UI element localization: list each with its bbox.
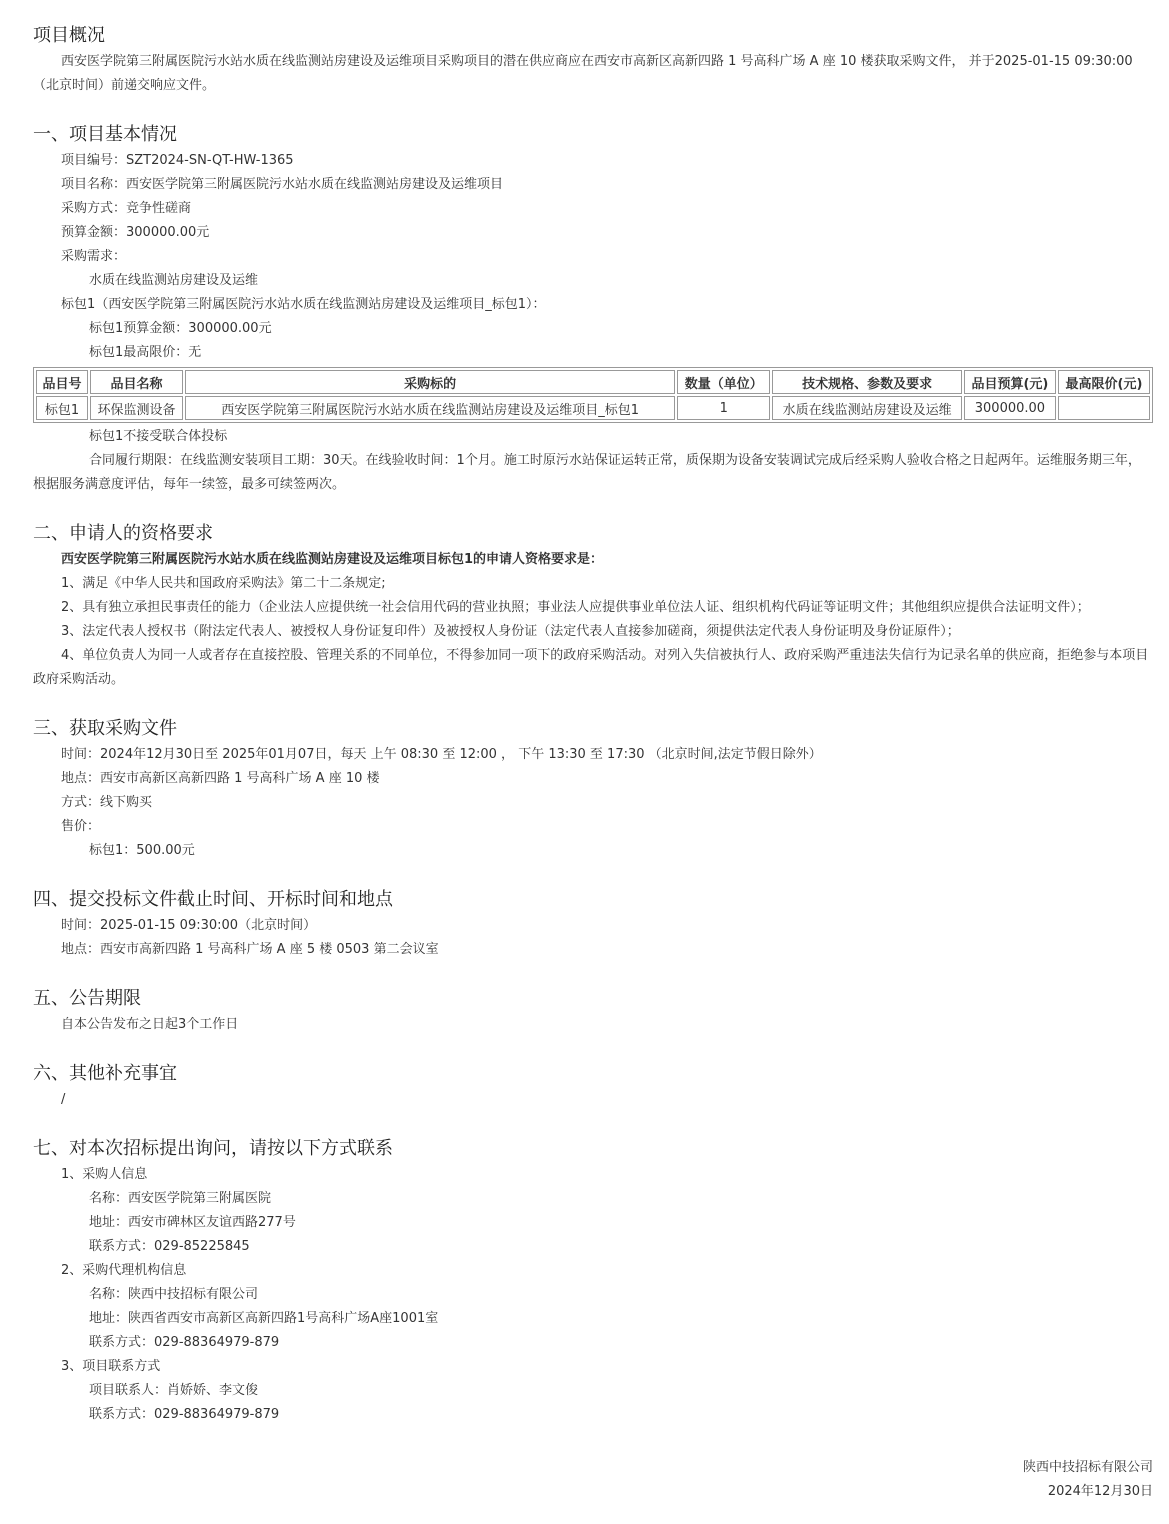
- budget-amount: 预算金额：300000.00元: [61, 225, 210, 240]
- supplementary-text: /: [61, 1092, 66, 1107]
- buyer-label: 1、采购人信息: [61, 1167, 148, 1182]
- col-max-price: 最高限价(元): [1058, 370, 1150, 394]
- section7-heading: 七、对本次招标提出询问，请按以下方式联系: [33, 1138, 393, 1159]
- cell-subject: 西安医学院第三附属医院污水站水质在线监测站房建设及运维项目_标包1: [185, 396, 675, 420]
- signature-date: 2024年12月30日: [1047, 1484, 1153, 1499]
- opening-place: 地点：西安市高新四路 1 号高科广场 A 座 5 楼 0503 第二会议室: [61, 942, 439, 957]
- obtain-way: 方式：线下购买: [61, 795, 153, 810]
- contract-period: 合同履行期限：在线监测安装项目工期：30天。在线验收时间：1个月。施工时原污水站保证运转正常，质保期为设备安装调试完成后经采购人验收合格之日起两年。运维服务期三年，根据服务满意度评估，每年一续签，最多可续签两次。: [33, 453, 1141, 492]
- contact-phone: 联系方式：029-88364979-879: [89, 1407, 280, 1422]
- project-number: 项目编号：SZT2024-SN-QT-HW-1365: [61, 153, 294, 168]
- deadline-time: 时间：2025-01-15 09:30:00（北京时间）: [61, 918, 317, 933]
- overview-text: 西安医学院第三附属医院污水站水质在线监测站房建设及运维项目采购项目的潜在供应商应在西安市高新区高新四路 1 号高科广场 A 座 10 楼获取采购文件， 并于2025-01-15 09:30:00（北京时间）前递交响应文件。: [33, 54, 1133, 93]
- obtain-place: 地点：西安市高新区高新四路 1 号高科广场 A 座 10 楼: [61, 771, 380, 786]
- package-title: 标包1（西安医学院第三附属医院污水站水质在线监测站房建设及运维项目_标包1）：: [61, 297, 546, 312]
- col-item-budget: 品目预算(元): [964, 370, 1056, 394]
- price-value: 标包1：500.00元: [89, 843, 195, 858]
- col-quantity: 数量（单位）: [677, 370, 770, 394]
- agent-address: 地址：陕西省西安市高新区高新四路1号高科广场A座1001室: [89, 1311, 439, 1326]
- cell-item-no: 标包1: [36, 396, 88, 420]
- project-name: 项目名称：西安医学院第三附属医院污水站水质在线监测站房建设及运维项目: [61, 177, 504, 192]
- agent-name: 名称：陕西中技招标有限公司: [89, 1287, 259, 1302]
- package-limit: 标包1最高限价：无: [89, 345, 202, 360]
- section6-heading: 六、其他补充事宜: [33, 1063, 177, 1084]
- procurement-method: 采购方式：竞争性磋商: [61, 201, 192, 216]
- qualification-item-4: 4、单位负责人为同一人或者存在直接控股、管理关系的不同单位，不得参加同一项下的政府采购活动。对列入失信被执行人、政府采购严重违法失信行为记录名单的供应商，拒绝参与本项目政府采购活动。: [33, 648, 1149, 687]
- col-subject: 采购标的: [185, 370, 675, 394]
- table-row: [36, 396, 1150, 420]
- buyer-address: 地址：西安市碑林区友谊西路277号: [89, 1215, 296, 1230]
- section4-heading: 四、提交投标文件截止时间、开标时间和地点: [33, 889, 393, 910]
- qualification-item-3: 3、法定代表人授权书（附法定代表人、被授权人身份证复印件）及被授权人身份证（法定代表人直接参加磋商，须提供法定代表人身份证明及身份证原件）；: [61, 624, 960, 639]
- obtain-time: 时间：2024年12月30日至 2025年01月07日，每天 上午 08:30 至 12:00 ， 下午 13:30 至 17:30 （北京时间,法定节假日除外）: [61, 747, 822, 762]
- contact-label: 3、项目联系方式: [61, 1359, 161, 1374]
- qualification-item-1: 1、满足《中华人民共和国政府采购法》第二十二条规定;: [61, 576, 386, 591]
- consortium-note: 标包1不接受联合体投标: [89, 429, 228, 444]
- col-item-name: 品目名称: [90, 370, 183, 394]
- signature-org: 陕西中技招标有限公司: [1022, 1460, 1153, 1475]
- col-spec: 技术规格、参数及要求: [772, 370, 962, 394]
- agent-label: 2、采购代理机构信息: [61, 1263, 187, 1278]
- contact-person: 项目联系人：肖娇娇、李文俊: [89, 1383, 259, 1398]
- col-item-no: 品目号: [36, 370, 88, 394]
- section5-heading: 五、公告期限: [33, 988, 141, 1009]
- agent-phone: 联系方式：029-88364979-879: [89, 1335, 280, 1350]
- cell-quantity: 1: [677, 396, 770, 420]
- cell-item-name: 环保监测设备: [90, 396, 183, 420]
- section2-heading: 二、申请人的资格要求: [33, 523, 213, 544]
- price-label: 售价：: [61, 819, 101, 834]
- cell-spec: 水质在线监测站房建设及运维: [772, 396, 962, 420]
- items-table: [33, 367, 1153, 423]
- section3-heading: 三、获取采购文件: [33, 718, 177, 739]
- cell-item-budget: 300000.00: [964, 396, 1056, 420]
- qualification-item-2: 2、具有独立承担民事责任的能力（企业法人应提供统一社会信用代码的营业执照；事业法人应提供事业单位法人证、组织机构代码证等证明文件；其他组织应提供合法证明文件）；: [61, 600, 1090, 615]
- notice-period: 自本公告发布之日起3个工作日: [61, 1017, 239, 1032]
- section1-heading: 一、项目基本情况: [33, 124, 177, 145]
- buyer-phone: 联系方式：029-85225845: [89, 1239, 250, 1254]
- qualification-intro: 西安医学院第三附属医院污水站水质在线监测站房建设及运维项目标包1的申请人资格要求是：: [61, 552, 604, 567]
- demand-text: 水质在线监测站房建设及运维: [89, 273, 259, 288]
- package-budget: 标包1预算金额：300000.00元: [89, 321, 272, 336]
- overview-heading: 项目概况: [33, 25, 105, 46]
- demand-label: 采购需求：: [61, 249, 127, 264]
- cell-max-price: [1058, 396, 1150, 420]
- buyer-name: 名称：西安医学院第三附属医院: [89, 1191, 272, 1206]
- items-table-header-row: [36, 370, 1150, 394]
